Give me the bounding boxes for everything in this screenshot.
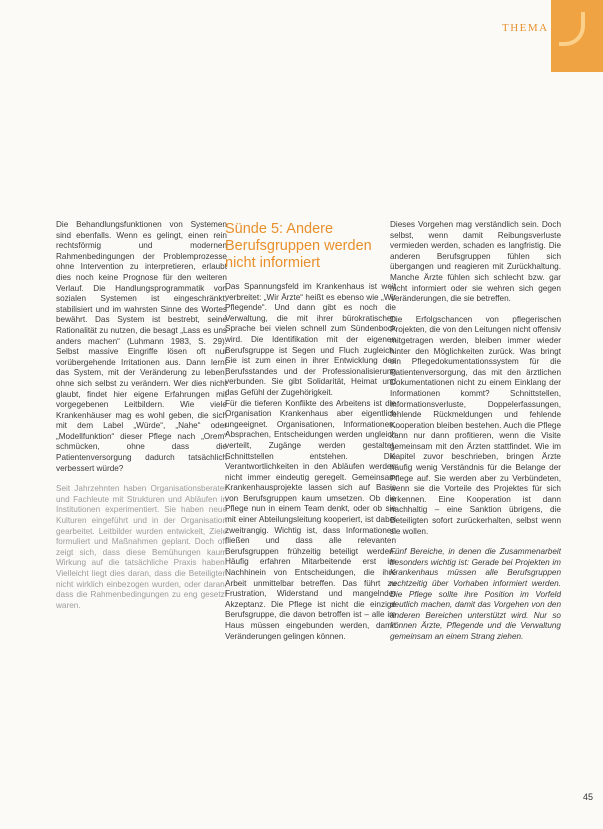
corner-logo-icon	[559, 12, 585, 46]
section-heading: Sünde 5: Andere Berufsgruppen werden nicht informiert	[225, 221, 372, 271]
article-column-3	[390, 220, 561, 780]
paragraph: Für die tieferen Konflikte des Arbeitens ist die Organisation Krankenhaus aber eigentlich ungeeignet. Organisationen, Informationen, Absprachen, Entscheidungen werden ungleich verteilt, Zugänge werden gestaltet, Schnittstellen entstehen. Die Verantwortlichkeiten in den Abläufen werden nicht immer eindeutig geregelt. Gemeinsam Krankenhausprojekte lassen sich auf Basis von Berufsgruppen kaum umsetzen. Ob die Pflege nun in einem Team denkt, oder ob sie mit einer Abteilungsleitung kooperiert, ist dabei zweitrangig. Wichtig ist, dass Informationen fließen und dass alle relevanten Berufsgruppen frühzeitig beteiligt werden. Häufig erfahren Mitarbeitende erst im Nachhinein von Entscheidungen, die ihre Arbeit unmittelbar betreffen. Das führt zu Frustration, Widerstand und mangelnder Akzeptanz. Die Pflege ist nicht die einzige Berufsgruppe, die davon betroffen ist – alle im Haus müssen eingebunden werden, damit Veränderungen gelingen können.	[225, 398, 396, 641]
paragraph: Die Erfolgschancen von pflegerischen Projekten, die von den Leitungen nicht offensiv mitgetragen werden, bleiben immer wieder hinter den Möglichkeiten zurück. Was bringt ein Pflegedokumentationssystem für die Patientenversorgung, das mit den ärztlichen Dokumentationen nicht zu einem Einklang der Informationen kommt? Schnittstellen, Informationsverluste, Doppelerfassungen, fehlende Rückmeldungen und fehlende Kooperation bleiben bestehen. Auch die Pflege kann nur dann profitieren, wenn die Visite gemeinsam mit den Ärzten stattfindet. Wie im Kapitel zuvor beschrieben, bringen Ärzte häufig wenig Verständnis für die Belange der Pflege auf. Sie werden aber zu Verbündeten, wenn sie die Vorteile des Projektes für sich erkennen. Eine Kooperation ist dann nachhaltig – eine Sanktion übrigens, die Beteiligten sofort zurückerhalten, selbst wenn sie wollen.	[390, 314, 561, 536]
faded-show-through-text: Seit Jahrzehnten haben Organisationsberater und Fachleute mit Strukturen und Abläufen in Institutionen experimentiert. Sie haben neue Kulturen eingeführt und in der Organisation gearbeitet. Leitbilder wurden entwickelt, Ziele formuliert und Maßnahmen geplant. Doch oft zeigt sich, dass diese Bemühungen kaum Wirkung auf die tatsächliche Praxis haben. Vielleicht liegt dies daran, dass die Beteiligten nicht wirklich einbezogen wurden, oder daran, dass die Rahmenbedingungen zu eng gesetzt waren.	[56, 484, 227, 610]
page-number: 45	[583, 792, 594, 802]
article-column-2	[225, 221, 396, 781]
italic-paragraph: Fünf Bereiche, in denen die Zusammenarbeit besonders wichtig ist: Gerade bei Projekten im Krankenhaus müssen alle Berufsgruppen rechtzeitig über Vorhaben informiert werden. Die Pflege sollte ihre Position im Vorfeld deutlich machen, damit das Vorgehen von den anderen Bereichen unterstützt wird. Nur so können Ärzte, Pflegende und die Verwaltung gemeinsam an einem Strang ziehen.	[390, 547, 561, 641]
paragraph: Das Spannungsfeld im Krankenhaus ist weit verbreitet: „Wir Ärzte“ heißt es ebenso wie „Wir Pflegende“. Und dann gibt es noch die Verwaltung, die mit ihrer bürokratischen Sprache bei vielen schnell zum Sündenbock wird. Die Identifikation mit der eigenen Berufsgruppe ist Segen und Fluch zugleich. Sie ist zum einen in ihrer Entwicklung des Berufsstandes und der Professionalisierung verbunden. Sie gibt Solidarität, Heimat und das Gefühl der Zugehörigkeit.	[225, 282, 396, 397]
corner-accent	[551, 0, 603, 72]
article-column-1	[56, 220, 227, 780]
paragraph: Die Behandlungsfunktionen von Systemen sind ebenfalls. Wenn es gelingt, einen rein rechtsförmig und modernen Rahmenbedingungen der Problemprozesse ohne Intervention zu interpretieren, erlaubt dies noch keine Prognose für den weiteren Verlauf. Die Handlungsprogrammatik von sozialen Systemen ist eingeschränkt, stabilisiert und im wahrsten Sinne des Wortes bewährt. Das System ist bestrebt, seine Rationalität zu nutzen, die besagt „Lass es uns anders machen“ (Luhmann 1983, S. 29). Selbst massive Eingriffe lösen oft nur vorübergehende Irritationen aus. Dann lernt das System, mit der Veränderung zu leben, ohne sich selbst zu verändern. Wer dies nicht glaubt, findet hier eigene Erfahrungen mit vorgegebenen Leitbildern. Wie viele Krankenhäuser mag es wohl geben, die sich mit dem Label „Würde“, „Nahe“ oder „Modellfunktion“ dieser Pflege nach „Orem“ schmücken, ohne dass die Patientenversorgung dadurch tatsächlich verbessert würde?	[56, 220, 227, 473]
section-label: THEMA	[502, 22, 549, 34]
paragraph: Dieses Vorgehen mag verständlich sein. Doch selbst, wenn damit Reibungsverluste vermieden werden, schaden es langfristig. Die anderen Berufsgruppen fühlen sich übergangen und reagieren mit Zurückhaltung. Manche Ärzte fühlen sich schlecht bzw. gar nicht informiert oder sie wehren sich gegen Veränderungen, die sie betreffen.	[390, 220, 561, 304]
